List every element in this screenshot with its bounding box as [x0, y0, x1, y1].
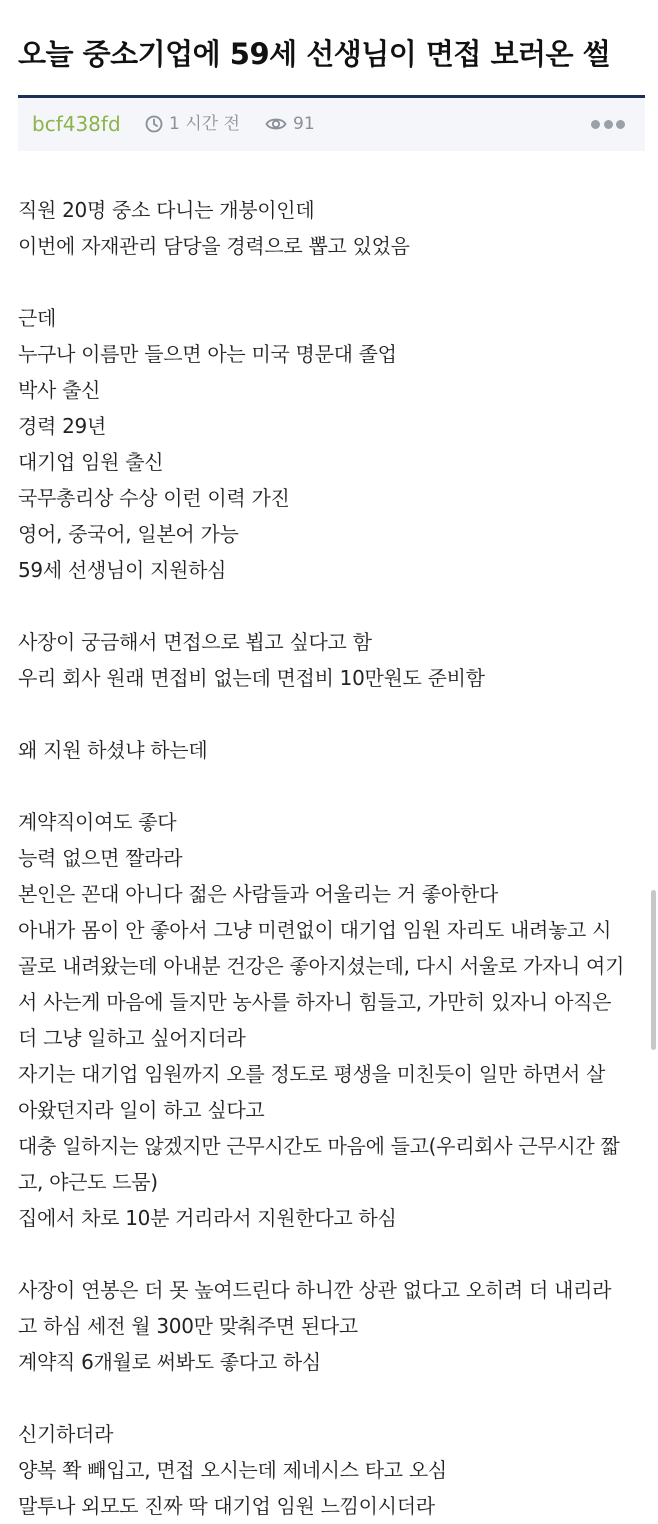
body-line: 사장이 연봉은 더 못 높여드린다 하니깐 상관 없다고 오히려 더 내리라 [18, 1278, 612, 1302]
body-line: 왜 지원 하셨냐 하는데 [18, 738, 208, 762]
body-line: 아왔던지라 일이 하고 싶다고 [18, 1098, 265, 1122]
body-blank-line [18, 264, 648, 300]
body-line: 경력 29년 [18, 414, 106, 438]
post-body [18, 192, 648, 1524]
clock-icon [145, 115, 163, 133]
body-line: 고, 야근도 드뭄) [18, 1170, 158, 1194]
body-line: 누구나 이름만 들으면 아는 미국 명문대 졸업 [18, 342, 397, 366]
body-line: 영어, 중국어, 일본어 가능 [18, 522, 239, 546]
body-line: 아내가 몸이 안 좋아서 그냥 미련없이 대기업 임원 자리도 내려놓고 시 [18, 918, 612, 942]
body-blank-line [18, 1380, 648, 1416]
body-blank-line [18, 768, 648, 804]
author-name[interactable]: bcf438fd [32, 112, 121, 136]
body-line: 자기는 대기업 임원까지 오를 정도로 평생을 미친듯이 일만 하면서 살 [18, 1062, 606, 1086]
body-line: 서 사는게 마음에 들지만 농사를 하자니 힘들고, 가만히 있자니 아직은 [18, 990, 612, 1014]
post-time-text: 1 시간 전 [169, 114, 240, 134]
body-line: 대충 일하지는 않겠지만 근무시간도 마음에 들고(우리회사 근무시간 짧 [18, 1134, 620, 1158]
body-line: 사장이 궁금해서 면접으로 뵙고 싶다고 함 [18, 630, 372, 654]
body-line: 근데 [18, 306, 57, 330]
body-line: 고 하심 세전 월 300만 맞춰주면 된다고 [18, 1314, 358, 1338]
body-line: 집에서 차로 10분 거리라서 지원한다고 하심 [18, 1206, 397, 1230]
body-line: 골로 내려왔는데 아내분 건강은 좋아지셨는데, 다시 서울로 가자니 여기 [18, 954, 625, 978]
post-views [265, 113, 315, 135]
body-line: 대기업 임원 출신 [18, 450, 164, 474]
body-line: 59세 선생님이 지원하심 [18, 558, 227, 582]
body-line: 말투나 외모도 진짜 딱 대기업 임원 느낌이시더라 [18, 1494, 435, 1518]
eye-icon [265, 116, 287, 132]
body-line: 계약직이여도 좋다 [18, 810, 177, 834]
body-line: 박사 출신 [18, 378, 101, 402]
body-blank-line [18, 1236, 648, 1272]
body-line: 양복 쫙 빼입고, 면접 오시는데 제네시스 타고 오심 [18, 1458, 447, 1482]
post-time [145, 113, 240, 135]
more-options-icon[interactable] [591, 112, 625, 136]
body-line: 국무총리상 수상 이런 이력 가진 [18, 486, 290, 510]
scrollbar[interactable] [651, 890, 656, 1050]
post-meta-bar [18, 95, 645, 151]
body-line: 우리 회사 원래 면접비 없는데 면접비 10만원도 준비함 [18, 666, 485, 690]
body-line: 이번에 자재관리 담당을 경력으로 뽑고 있었음 [18, 234, 410, 258]
body-line: 능력 없으면 짤라라 [18, 846, 183, 870]
post-views-count: 91 [293, 114, 315, 134]
body-line: 직원 20명 중소 다니는 개붕이인데 [18, 198, 315, 222]
body-line: 신기하더라 [18, 1422, 114, 1446]
body-blank-line [18, 696, 648, 732]
body-line: 본인은 꼰대 아니다 젊은 사람들과 어울리는 거 좋아한다 [18, 882, 498, 906]
body-line: 계약직 6개월로 써봐도 좋다고 하심 [18, 1350, 321, 1374]
body-line: 더 그냥 일하고 싶어지더라 [18, 1026, 246, 1050]
post-title: 오늘 중소기업에 59세 선생님이 면접 보러온 썰 [18, 37, 611, 71]
body-blank-line [18, 588, 648, 624]
